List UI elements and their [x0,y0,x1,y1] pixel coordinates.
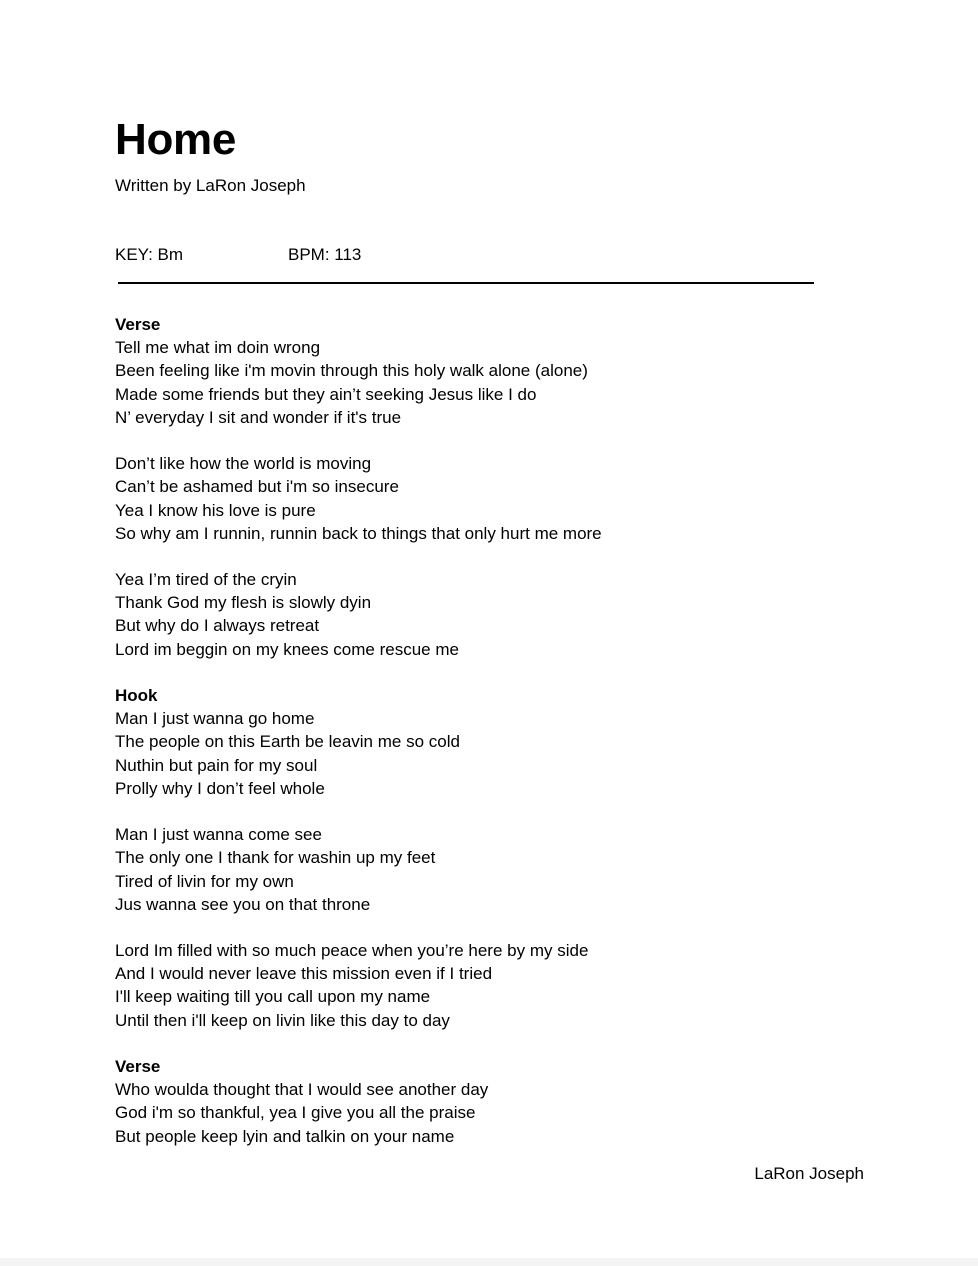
lyric-line: Lord Im filled with so much peace when you’re here by my side [115,941,589,961]
lyric-line: Thank God my flesh is slowly dyin [115,593,372,613]
section-heading: Verse [115,1057,161,1076]
lyric-line: But why do I always retreat [115,616,320,636]
stanza-break [115,800,875,823]
header-divider [118,282,814,284]
footer-author: LaRon Joseph [754,1164,864,1183]
section-heading: Verse [115,315,161,334]
lyric-line: Who woulda thought that I would see another day [115,1080,489,1100]
lyric-line: Yea I’m tired of the cryin [115,570,297,590]
stanza-break [115,916,875,939]
lyric-line: Don’t like how the world is moving [115,454,372,474]
stanza-break [115,661,875,684]
lyric-line: Lord im beggin on my knees come rescue me [115,639,459,659]
lyric-line: And I would never leave this mission even if I tried [115,964,493,984]
song-bpm: BPM: 113 [288,245,362,264]
lyric-line: Tired of livin for my own [115,871,294,891]
lyric-line: Been feeling like i'm movin through this holy walk alone (alone) [115,361,588,381]
lyric-line: Yea I know his love is pure [115,500,316,520]
lyric-line: Can’t be ashamed but i'm so insecure [115,477,399,497]
lyric-line: Jus wanna see you on that throne [115,894,371,914]
lyric-line: Prolly why I don’t feel whole [115,778,325,798]
lyric-line: Tell me what im doin wrong [115,338,321,358]
lyric-line: Until then i'll keep on livin like this day to day [115,1010,450,1030]
lyric-line: But people keep lyin and talkin on your name [115,1126,455,1146]
stanza-break [115,1032,875,1055]
song-key: KEY: Bm [115,245,184,264]
lyric-line: The people on this Earth be leavin me so cold [115,732,460,752]
lyrics-body [115,313,875,1148]
lyric-line: N’ everyday I sit and wonder if it's true [115,407,402,427]
lyric-line: Nuthin but pain for my soul [115,755,318,775]
song-title: Home [115,115,237,164]
lyric-line: I'll keep waiting till you call upon my name [115,987,431,1007]
author-byline: Written by LaRon Joseph [115,176,306,195]
stanza-break [115,545,875,568]
section-heading: Hook [115,686,158,705]
lyric-line: Man I just wanna go home [115,709,315,729]
lyric-line: God i'm so thankful, yea I give you all the praise [115,1103,476,1123]
lyric-line: The only one I thank for washin up my feet [115,848,436,868]
lyric-line: Made some friends but they ain’t seeking Jesus like I do [115,384,537,404]
lyric-line: Man I just wanna come see [115,825,322,845]
lyric-line: So why am I runnin, runnin back to things that only hurt me more [115,523,602,543]
stanza-break [115,429,875,452]
